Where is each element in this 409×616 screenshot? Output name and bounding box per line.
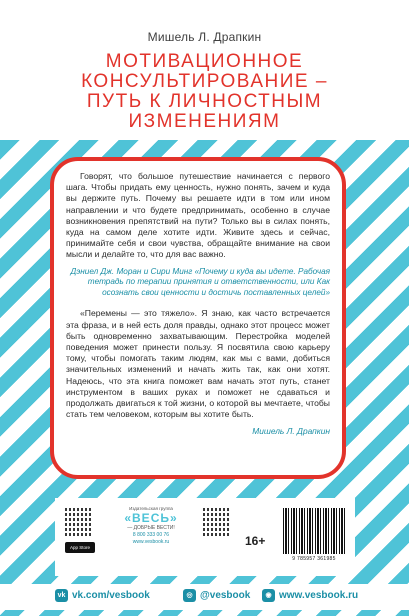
app-store-badge[interactable]: App Store — [65, 542, 95, 553]
qr-code-icon[interactable] — [65, 508, 93, 536]
publisher-small: Издательская группа — [129, 506, 173, 511]
social-links — [0, 584, 409, 610]
vk-link-label: vk.com/vesbook — [72, 590, 150, 601]
intro-paragraph: Говорят, что большое путешествие начинается с первого шага. Чтобы придать ему ценность, нужно понять, зачем и куда вы держите путь. Почему вы решаете идти в том или ином направлении и что будете предпринимать, особенно в случае возникновения препятствий на пути? Только вы в силах понять, куда на самом деле хотите идти. Живите здесь и сейчас, принимайте себя и свои чувства, обращайте внимание на свои мысли и делайте то, что для вас важно. — [66, 171, 330, 260]
author-paragraph: «Перемены — это тяжело». Я знаю, как часто встречается эта фраза, и в ней есть доля правды, однако этот процесс может быть одновременно захватывающим. Перестройка моделей поведения может принести пользу. Я посвятила свою карьеру тому, чтобы помогать таким людям, как мы с вами, добиться значительных изменений и начать жить так, как они хотят. Надеюсь, что эта книга поможет вам начать этот путь, станет инструментом в ваших руках и поможет не сдаваться и продолжать двигаться к той жизни, о которой вы мечтаете, чтобы стать тем человеком, которым вы хотите быть. — [66, 308, 330, 420]
age-rating: 16+ — [245, 534, 266, 548]
vk-icon: vk — [55, 589, 68, 602]
publisher-phone: 8 800 333 00 76 — [132, 532, 170, 538]
barcode — [283, 508, 345, 554]
spacer — [66, 298, 330, 308]
author-signature: Мишель Л. Драпкин — [252, 426, 330, 437]
back-cover-info — [55, 498, 355, 576]
title-line: ПУТЬ К ЛИЧНОСТНЫМ — [86, 91, 323, 112]
website-link[interactable] — [262, 589, 358, 602]
author-name: Мишель Л. Драпкин — [147, 30, 262, 44]
publisher-tagline: — ДОБРЫЕ ВЕСТИ! — [127, 525, 175, 531]
website-link-label: www.vesbook.ru — [279, 590, 359, 601]
instagram-link-label: @vesbook — [200, 590, 251, 601]
quote-attribution: Дэниел Дж. Моран и Сири Минг «Почему и куда вы идете. Рабочая тетрадь по терапии принятия и ответственности, или Как осознать свои ценности и достичь поставленных целей» — [70, 266, 330, 297]
web-icon: ◉ — [262, 589, 275, 602]
vk-link[interactable] — [55, 589, 150, 602]
instagram-icon: ◎ — [183, 589, 196, 602]
title-line: МОТИВАЦИОННОЕ — [105, 51, 304, 72]
publisher-logo — [105, 506, 197, 546]
publisher-brand: «ВЕСЬ» — [124, 511, 178, 525]
qr-code-icon[interactable] — [203, 508, 231, 536]
book-title — [0, 52, 409, 132]
blurb-card — [50, 157, 346, 479]
instagram-link[interactable] — [183, 589, 250, 602]
title-line: ИЗМЕНЕНИЯМ — [128, 111, 281, 132]
isbn-number: 9 785957 361985 — [292, 556, 336, 562]
publisher-site: www.vesbook.ru — [132, 539, 170, 545]
title-line: КОНСУЛЬТИРОВАНИЕ – — [81, 71, 328, 92]
